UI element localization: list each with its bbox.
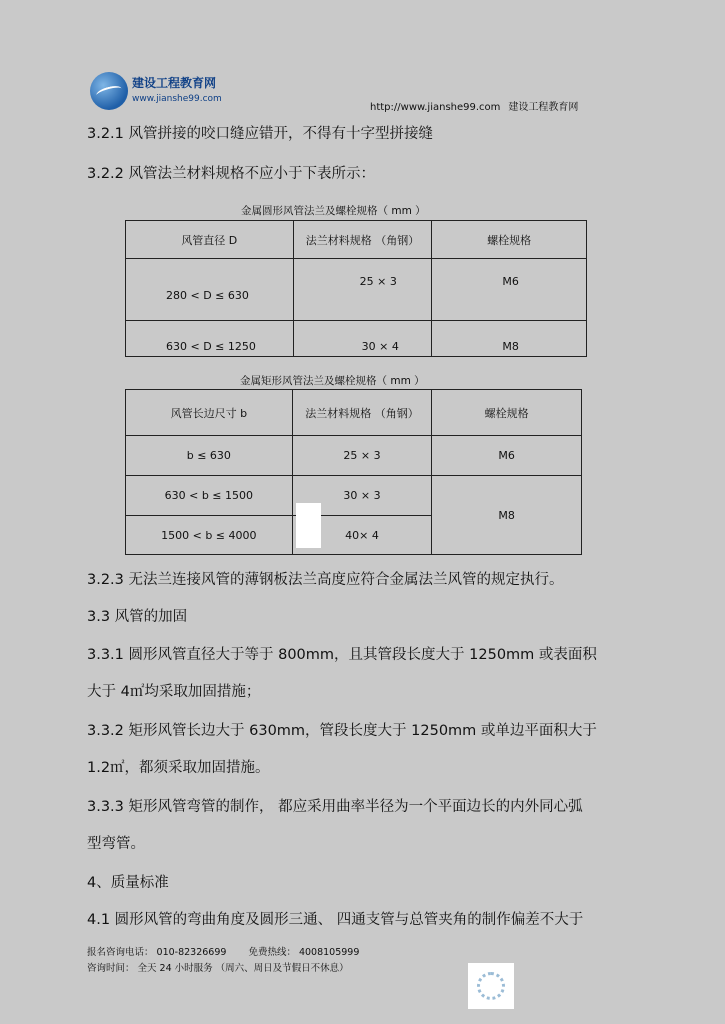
logo-globe-icon [90, 72, 128, 110]
table2-header-flange: 法兰材料规格 （角钢） [292, 390, 432, 436]
para-3-2-2: 3.2.2 风管法兰材料规格不应小于下表所示： [87, 166, 376, 182]
para-3-3-2-line2: 1.2㎡，都须采取加固措施。 [87, 760, 270, 776]
table-row [126, 321, 587, 357]
table-cell: 1500 < b ≤ 4000 [126, 516, 293, 555]
table-cell [126, 259, 294, 321]
footer-hotline: 免费热线： 4008105999 [248, 947, 360, 958]
para-3-3-3-line2: 型弯管。 [87, 836, 145, 852]
table-cell: 630 < b ≤ 1500 [126, 476, 293, 516]
logo-url: www.jianshe99.com [132, 94, 222, 104]
table-row [126, 259, 587, 321]
table-cell: M6 [432, 436, 582, 476]
table-row [126, 221, 587, 259]
table1-header-diameter: 风管直径 D [126, 221, 294, 259]
footer-contact [87, 944, 359, 958]
section-4-heading: 4、质量标准 [87, 875, 169, 891]
header-site-info [370, 98, 578, 113]
header-url-link[interactable]: http://www.jianshe99.com [370, 102, 501, 113]
table-cell: 40× 4 [292, 516, 432, 555]
scan-artifact [296, 503, 321, 548]
table-row [126, 476, 582, 516]
watermark-stamp-icon [468, 963, 514, 1009]
table-cell: b ≤ 630 [126, 436, 293, 476]
table-cell: 30 × 3 [292, 476, 432, 516]
para-3-3-1-line2: 大于 4㎡均采取加固措施； [87, 684, 261, 700]
para-3-3-3-line1: 3.3.3 矩形风管弯管的制作， 都应采用曲率半径为一个平面边长的内外同心弧 [87, 799, 583, 815]
table2-header-bolt: 螺栓规格 [432, 390, 582, 436]
round-duct-flange-table [125, 220, 587, 357]
cell-text: 630 < D ≤ 1250 [166, 340, 256, 353]
table-cell [293, 259, 432, 321]
table-cell [432, 321, 587, 357]
para-3-3-2-line1: 3.3.2 矩形风管长边大于 630mm，管段长度大于 1250mm 或单边平面积大于 [87, 723, 597, 739]
table1-caption: 金属圆形风管法兰及螺栓规格（ mm ） [241, 205, 426, 217]
table2-header-side: 风管长边尺寸 b [126, 390, 293, 436]
cell-text: 280 < D ≤ 630 [166, 289, 249, 302]
table1-header-bolt: 螺栓规格 [432, 221, 587, 259]
table-row [126, 436, 582, 476]
para-4-1: 4.1 圆形风管的弯曲角度及圆形三通、 四通支管与总管夹角的制作偏差不大于 [87, 912, 584, 928]
cell-text: M6 [502, 275, 519, 288]
footer-phone: 报名咨询电话： 010-82326699 [87, 947, 227, 958]
table-cell [432, 259, 587, 321]
footer-hours: 咨询时间： 全天 24 小时服务 （周六、周日及节假日不休息） [87, 963, 349, 974]
para-3-2-1: 3.2.1 风管拼接的咬口缝应错开，不得有十字型拼接缝 [87, 126, 434, 142]
para-3-2-3: 3.2.3 无法兰连接风管的薄钢板法兰高度应符合金属法兰风管的规定执行。 [87, 572, 564, 588]
cell-text: 25 × 3 [359, 275, 397, 288]
cell-text: 30 × 4 [361, 340, 399, 353]
table-row [126, 390, 582, 436]
cell-text: M8 [502, 340, 519, 353]
table2-caption: 金属矩形风管法兰及螺栓规格（ mm ） [240, 375, 425, 387]
header-site-name: 建设工程教育网 [508, 102, 579, 113]
para-3-3-1-line1: 3.3.1 圆形风管直径大于等于 800mm，且其管段长度大于 1250mm 或表面积 [87, 647, 597, 663]
logo-title: 建设工程教育网 [132, 76, 217, 90]
table1-header-flange: 法兰材料规格 （角钢） [293, 221, 432, 259]
table-cell: 25 × 3 [292, 436, 432, 476]
table-cell: M8 [432, 476, 582, 555]
table-cell [293, 321, 432, 357]
table-cell [126, 321, 294, 357]
rect-duct-flange-table [125, 389, 582, 555]
para-3-3: 3.3 风管的加固 [87, 609, 188, 625]
site-logo[interactable] [90, 72, 222, 110]
